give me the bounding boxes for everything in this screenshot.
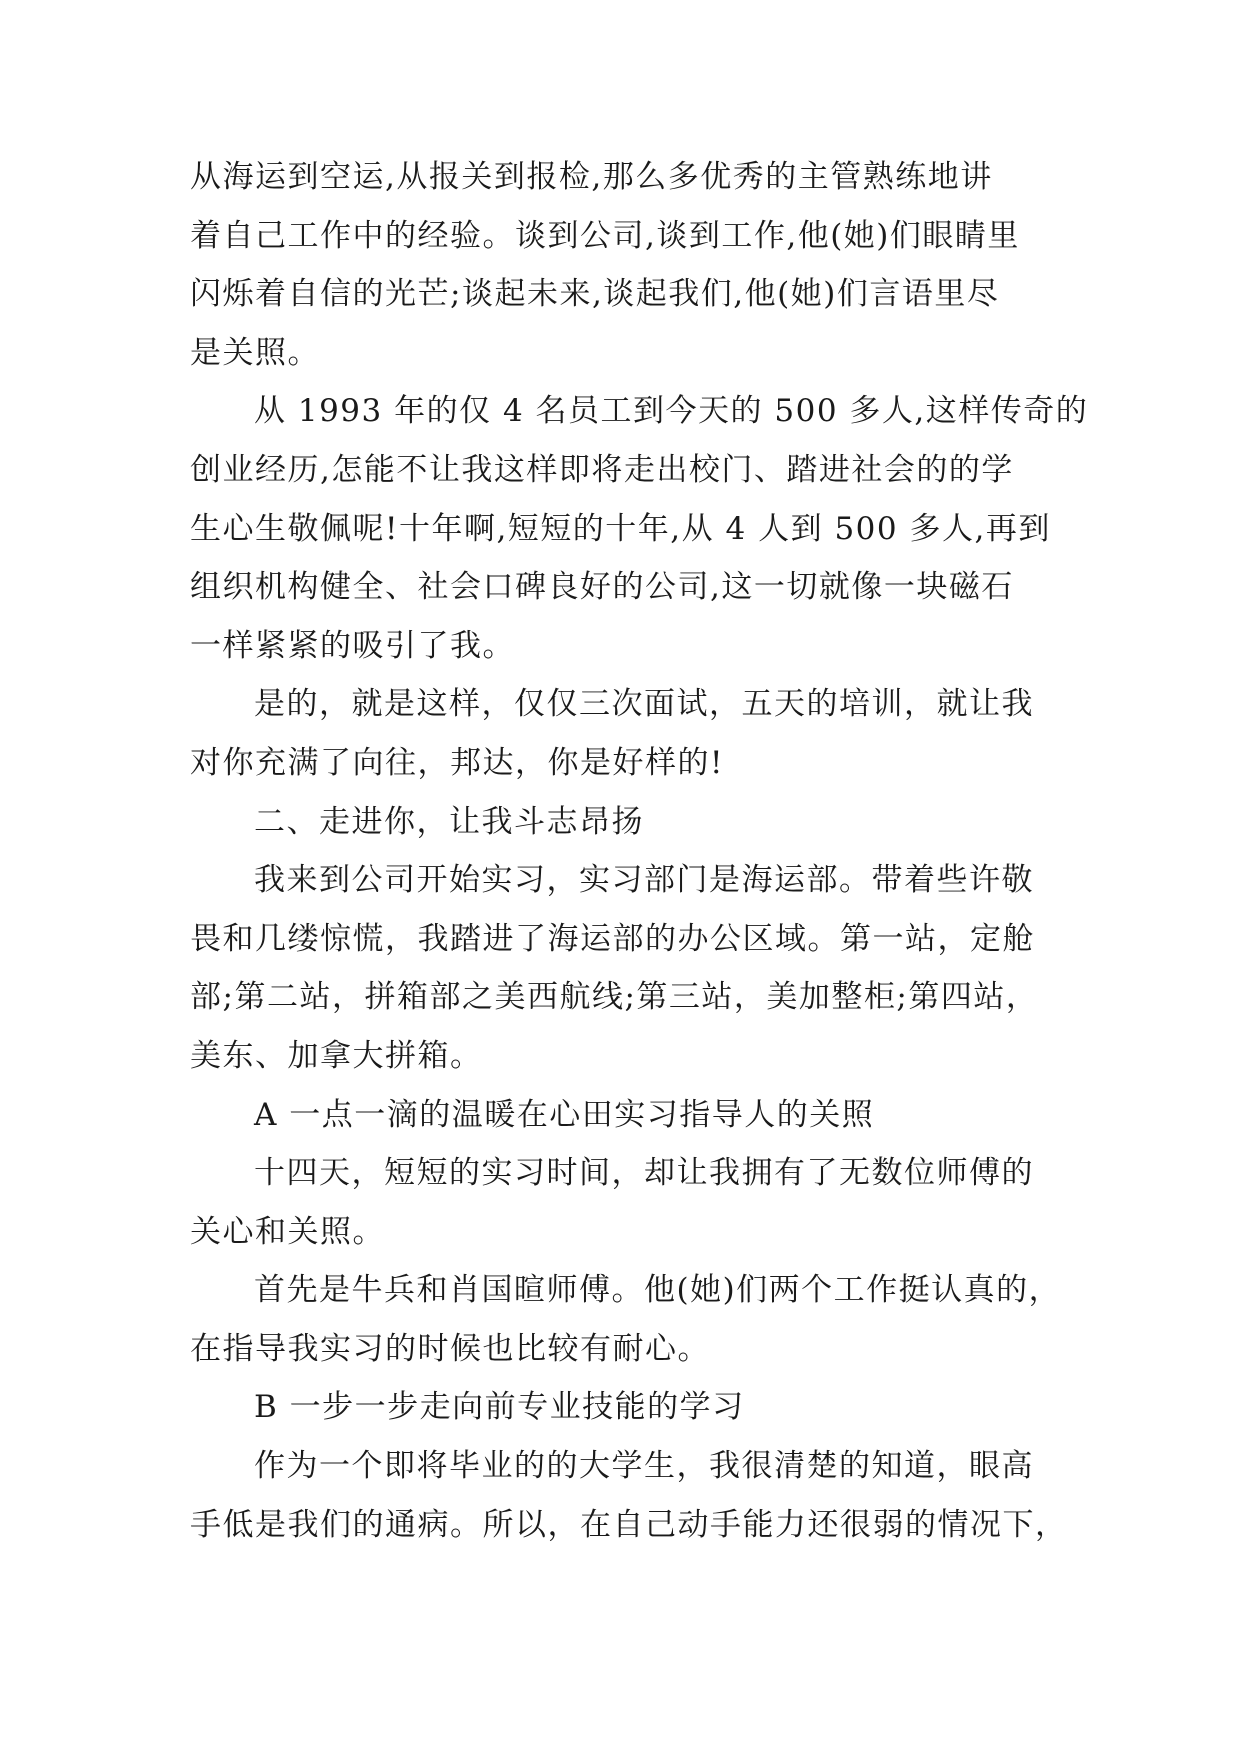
subsection-heading: A 一点一滴的温暖在心田实习指导人的关照 — [254, 1096, 875, 1133]
paragraph-start-line: 我来到公司开始实习，实习部门是海运部。带着些许敬 — [254, 862, 1034, 899]
paragraph-start-line: 是的，就是这样，仅仅三次面试，五天的培训，就让我 — [254, 686, 1034, 723]
text-line: 生心生敬佩呢!十年啊,短短的十年,从 4 人到 500 多人,再到 — [190, 510, 1051, 547]
text-line: 在指导我实习的时候也比较有耐心。 — [190, 1330, 710, 1367]
text-line: 对你充满了向往，邦达，你是好样的! — [190, 744, 724, 781]
text-line: 畏和几缕惊慌，我踏进了海运部的办公区域。第一站，定舱 — [190, 920, 1035, 957]
section-heading: 二、走进你，让我斗志昂扬 — [254, 803, 644, 840]
paragraph-start-line: 从 1993 年的仅 4 名员工到今天的 500 多人,这样传奇的 — [254, 393, 1089, 430]
text-line: 组织机构健全、社会口碑良好的公司,这一切就像一块磁石 — [190, 569, 1014, 606]
paragraph-start-line: 作为一个即将毕业的的大学生，我很清楚的知道，眼高 — [254, 1448, 1034, 1485]
text-line: 创业经历,怎能不让我这样即将走出校门、踏进社会的的学 — [190, 451, 1014, 488]
text-line: 一样紧紧的吸引了我。 — [190, 627, 515, 664]
text-line: 从海运到空运,从报关到报检,那么多优秀的主管熟练地讲 — [190, 159, 993, 195]
text-line: 闪烁着自信的光芒;谈起未来,谈起我们,他(她)们言语里尽 — [190, 276, 1000, 313]
text-line: 部;第二站，拼箱部之美西航线;第三站，美加整柜;第四站， — [190, 979, 1039, 1016]
paragraph-start-line: 首先是牛兵和肖国暄师傅。他(她)们两个工作挺认真的， — [254, 1272, 1062, 1309]
paragraph-start-line: 十四天，短短的实习时间，却让我拥有了无数位师傅的 — [254, 1155, 1034, 1192]
text-line: 关心和关照。 — [190, 1213, 385, 1250]
text-line: 是关照。 — [190, 334, 320, 371]
text-line: 美东、加拿大拼箱。 — [190, 1037, 483, 1074]
subsection-heading: B 一步一步走向前专业技能的学习 — [254, 1389, 745, 1426]
text-line: 手低是我们的通病。所以，在自己动手能力还很弱的情况下， — [190, 1506, 1068, 1543]
text-line: 着自己工作中的经验。谈到公司,谈到工作,他(她)们眼睛里 — [190, 217, 1020, 254]
document-body — [190, 148, 1089, 1554]
